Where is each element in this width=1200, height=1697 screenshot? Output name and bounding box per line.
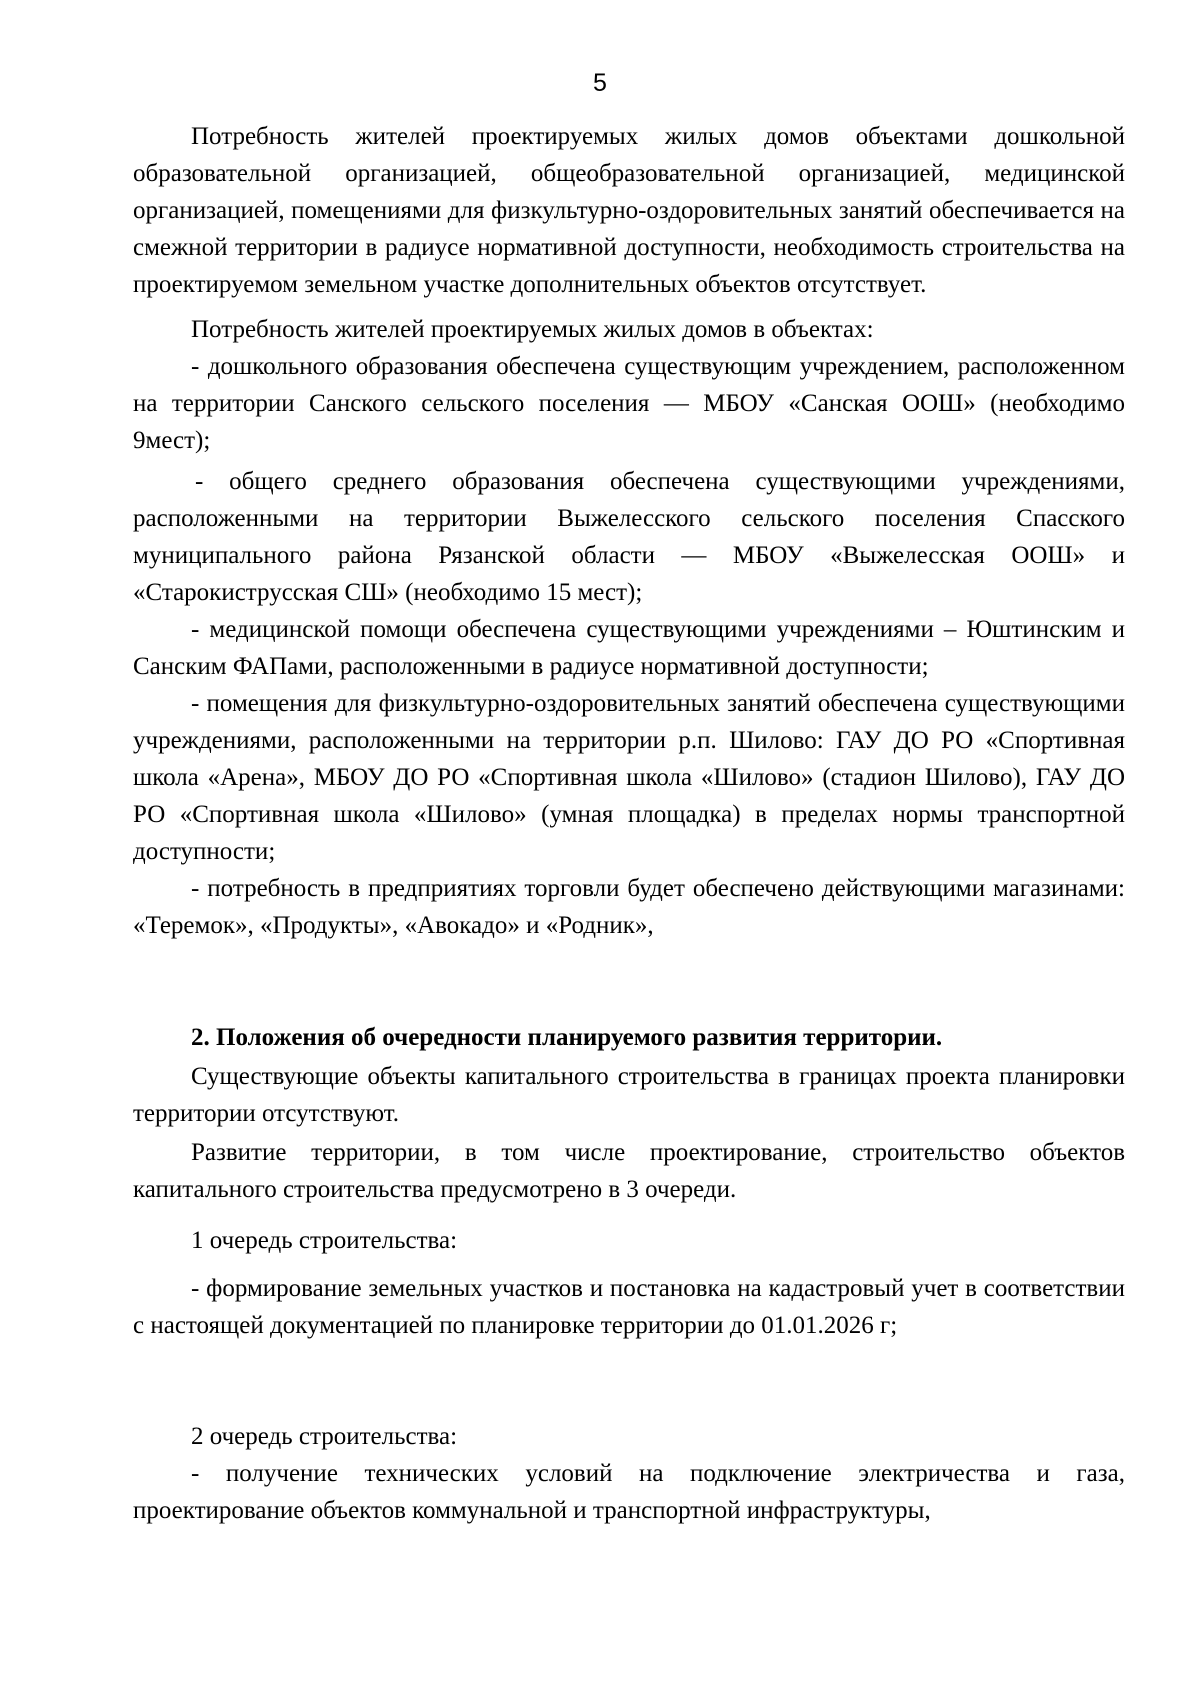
list-item-medical: - медицинской помощи обеспечена существующими учреждениями – Юштинским и Санским ФАПами, расположенными в радиусе нормативной доступности;	[133, 616, 1125, 680]
paragraph-development-stages: Развитие территории, в том числе проектирование, строительство объектов капитального строительства предусмотрено в 3 очереди.	[133, 1139, 1125, 1203]
paragraph-needs-overview: Потребность жителей проектируемых жилых домов объектами дошкольной образовательной организацией, общеобразовательной организацией, медицинской организацией, помещениями для физкультурно-оздоровительных занятий обеспечивается на смежной территории в радиусе нормативной доступности, необходимость строительства на проектируемом земельном участке дополнительных объектов отсутствует.	[133, 123, 1125, 298]
paragraph-existing-objects: Существующие объекты капитального строительства в границах проекта планировки территории отсутствуют.	[133, 1063, 1125, 1127]
stage-2-label: 2 очередь строительства:	[191, 1423, 458, 1450]
page-number: 5	[593, 69, 607, 97]
stage-1-item: - формирование земельных участков и постановка на кадастровый учет в соответствии с настоящей документацией по планировке территории до 01.01.2026 г;	[133, 1275, 1125, 1339]
list-item-sports: - помещения для физкультурно-оздоровительных занятий обеспечена существующими учреждениями, расположенными на территории р.п. Шилово: ГАУ ДО РО «Спортивная школа «Арена», МБОУ ДО РО «Спортивная школа «Шилово» (стадион Шилово), ГАУ ДО РО «Спортивная школа «Шилово» (умная площадка) в пределах нормы транспортной доступности;	[133, 690, 1125, 865]
section-heading: 2. Положения об очередности планируемого развития территории.	[191, 1024, 943, 1051]
list-item-preschool: - дошкольного образования обеспечена существующим учреждением, расположенном на территории Санского сельского поселения — МБОУ «Санская ООШ» (необходимо 9мест);	[133, 353, 1125, 454]
list-item-trade: - потребность в предприятиях торговли будет обеспечено действующими магазинами: «Теремок», «Продукты», «Авокадо» и «Родник»,	[133, 875, 1125, 939]
stage-1-label: 1 очередь строительства:	[191, 1227, 458, 1254]
document-body	[133, 118, 1125, 1529]
list-item-general-education: - общего среднего образования обеспечена существующими учреждениями, расположенными на территории Выжелесского сельского поселения Спасского муниципального района Рязанской области — МБОУ «Выжелесская ООШ» и «Старокиструсская СШ» (необходимо 15 мест);	[133, 468, 1125, 606]
stage-2-item: - получение технических условий на подключение электричества и газа, проектирование объектов коммунальной и транспортной инфраструктуры,	[133, 1460, 1125, 1524]
paragraph-needs-intro: Потребность жителей проектируемых жилых домов в объектах:	[191, 316, 874, 343]
